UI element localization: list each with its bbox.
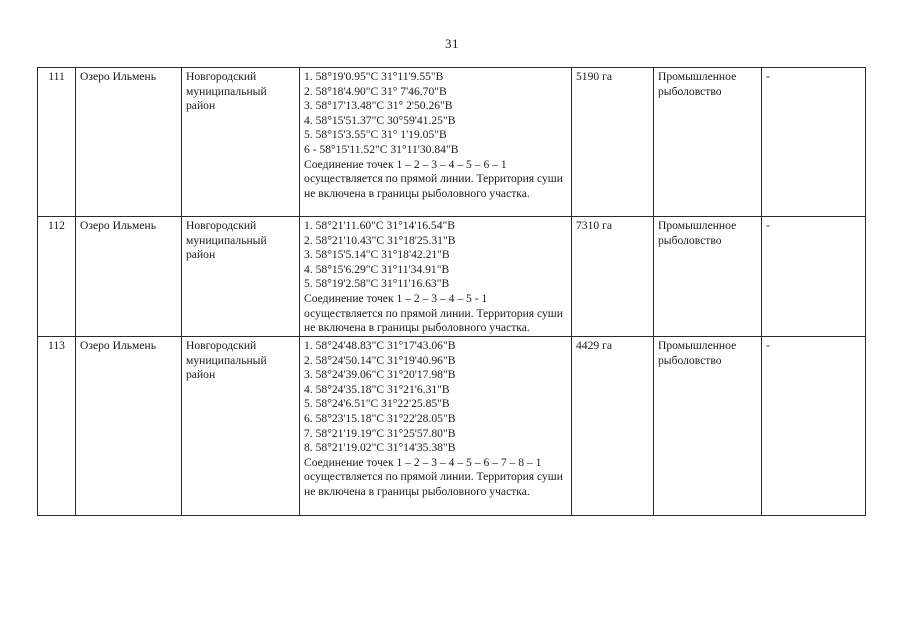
water-body-name: Озеро Ильмень (76, 217, 182, 337)
coordinate-point: 7. 58°21'19.19"С 31°25'57.80"В (304, 426, 456, 440)
boundary-note: Соединение точек 1 – 2 – 3 – 4 – 5 – 6 – 1 осуществляется по прямой линии. Территория суши не включена в границы рыболовного участка. (304, 157, 563, 200)
site-area: 5190 га (572, 68, 654, 217)
fishing-sites-table (37, 67, 866, 516)
coordinate-point: 1. 58°24'48.83"С 31°17'43.06"В (304, 339, 456, 352)
site-extra: - (762, 217, 866, 337)
coordinate-point: 2. 58°24'50.14"С 31°19'40.96"В (304, 353, 456, 367)
boundary-coordinates (300, 217, 572, 337)
coordinate-point: 2. 58°21'10.43"С 31°18'25.31"В (304, 233, 456, 247)
water-body-name: Озеро Ильмень (76, 68, 182, 217)
site-purpose: Промышленное рыболовство (654, 217, 762, 337)
site-number: 113 (38, 337, 76, 516)
district-name: Новгородский муниципальный район (182, 217, 300, 337)
site-area: 7310 га (572, 217, 654, 337)
table-row (38, 217, 866, 337)
boundary-coordinates (300, 337, 572, 516)
coordinate-point: 3. 58°15'5.14"С 31°18'42.21"В (304, 248, 450, 262)
site-area: 4429 га (572, 337, 654, 516)
boundary-note: Соединение точек 1 – 2 – 3 – 4 – 5 – 6 – 7 – 8 – 1 осуществляется по прямой линии. Территория суши не включена в границы рыболовного участка. (304, 455, 563, 498)
coordinate-point: 2. 58°18'4.90"С 31° 7'46.70"В (304, 84, 447, 98)
site-extra: - (762, 337, 866, 516)
coordinate-point: 3. 58°17'13.48"С 31° 2'50.26"В (304, 99, 453, 113)
water-body-name: Озеро Ильмень (76, 337, 182, 516)
coordinate-point: 4. 58°15'6.29"С 31°11'34.91"В (304, 262, 450, 276)
coordinate-point: 5. 58°19'2.58"С 31°11'16.63"В (304, 277, 450, 291)
table-row (38, 68, 866, 217)
district-name: Новгородский муниципальный район (182, 68, 300, 217)
site-purpose: Промышленное рыболовство (654, 337, 762, 516)
district-name: Новгородский муниципальный район (182, 337, 300, 516)
coordinate-point: 8. 58°21'19.02"С 31°14'35.38"В (304, 441, 456, 455)
site-number: 112 (38, 217, 76, 337)
coordinate-point: 5. 58°24'6.51"С 31°22'25.85"В (304, 397, 450, 411)
coordinate-point: 3. 58°24'39.06"С 31°20'17.98"В (304, 368, 456, 382)
boundary-note: Соединение точек 1 – 2 – 3 – 4 – 5 - 1 осуществляется по прямой линии. Территория суши не включена в границы рыболовного участка. (304, 291, 563, 335)
site-extra: - (762, 68, 866, 217)
table-row (38, 337, 866, 516)
coordinate-point: 1. 58°19'0.95"С 31°11'9.55"В (304, 70, 444, 83)
coordinate-point: 4. 58°15'51.37"С 30°59'41.25"В (304, 113, 456, 127)
site-number: 111 (38, 68, 76, 217)
boundary-coordinates (300, 68, 572, 217)
coordinate-point: 1. 58°21'11.60"С 31°14'16.54"В (304, 219, 455, 232)
site-purpose: Промышленное рыболовство (654, 68, 762, 217)
coordinate-point: 6 - 58°15'11.52"С 31°11'30.84"В (304, 142, 459, 156)
coordinate-point: 5. 58°15'3.55"С 31° 1'19.05"В (304, 128, 447, 142)
coordinate-point: 4. 58°24'35.18"С 31°21'6.31"В (304, 382, 450, 396)
coordinate-point: 6. 58°23'15.18"С 31°22'28.05"В (304, 411, 456, 425)
page-number: 31 (445, 36, 459, 51)
